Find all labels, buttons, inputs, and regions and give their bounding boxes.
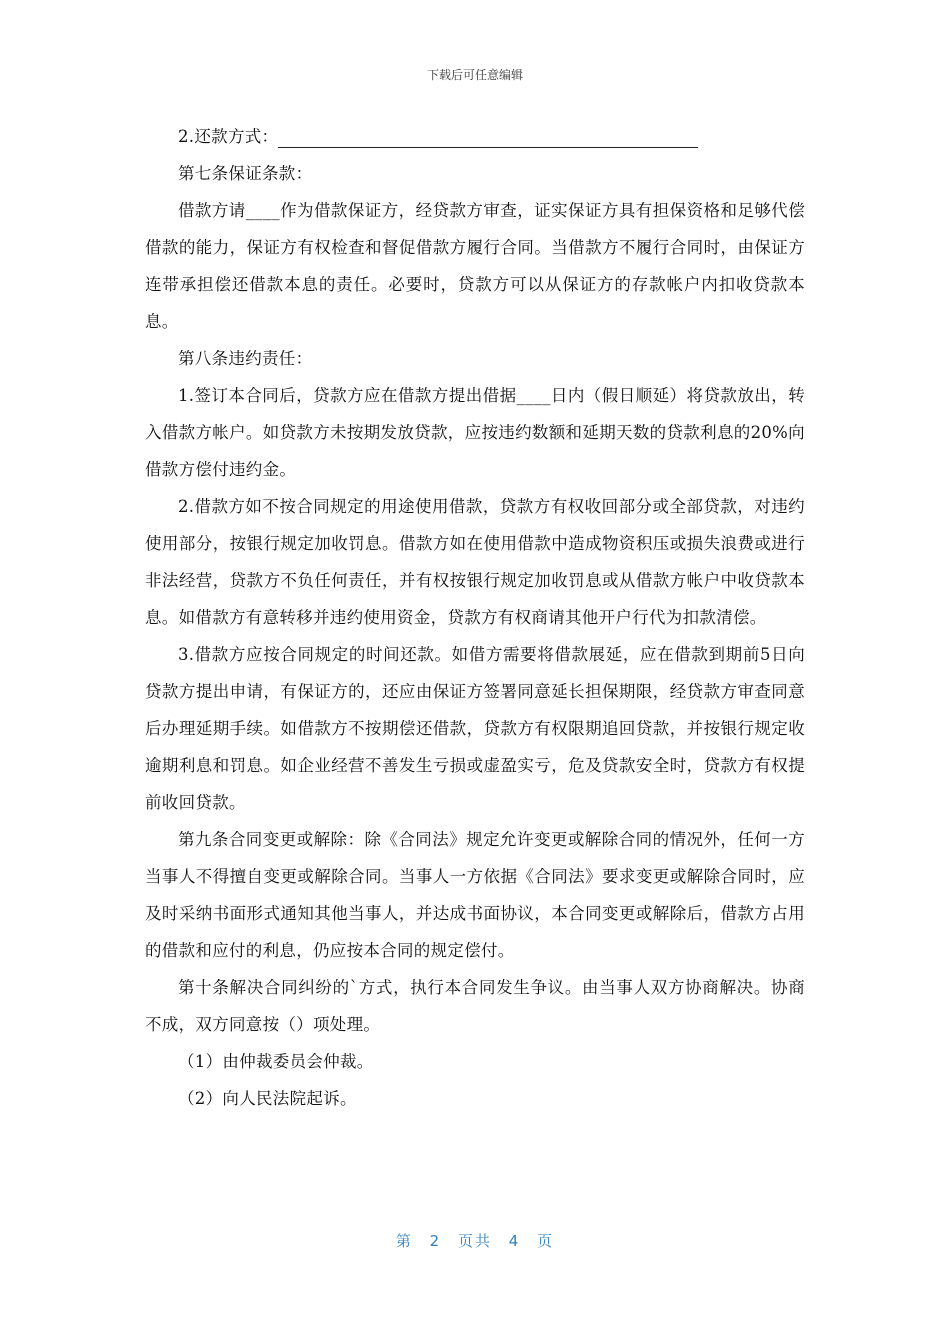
article-9-paragraph: 第九条合同变更或解除：除《合同法》规定允许变更或解除合同的情况外，任何一方当事人不得擅自变更或解除合同。当事人一方依据《合同法》要求变更或解除合同时，应及时采纳书面形式通知其他当事人，并达成书面协议，本合同变更或解除后，借款方占用的借款和应付的利息，仍应按本合同的规定偿付。 [145,830,805,960]
article-8-clause-2: 2.借款方如不按合同规定的用途使用借款，贷款方有权收回部分或全部贷款，对违约使用部分，按银行规定加收罚息。借款方如在使用借款中造成物资积压或损失浪费或进行非法经营，贷款方不负任何责任，并有权按银行规定加收罚息或从借款方帐户中收贷款本息。如借款方有意转移并违约使用资金，贷款方有权商请其他开户行代为扣款清偿。 [145,497,805,627]
article-8-heading: 第八条违约责任： [178,349,313,368]
repayment-method-blank [278,127,698,148]
article-8-clause-1: 1.签订本合同后，贷款方应在借款方提出借据____日内（假日顺延）将贷款放出，转入借款方帐户。如贷款方未按期发放贷款，应按违约数额和延期天数的贷款利息的20%向借款方偿付违约金。 [145,386,805,479]
repayment-method-label: 2.还款方式： [178,127,279,146]
dispute-option-1: （1）由仲裁委员会仲裁。 [178,1052,374,1071]
article-10-paragraph: 第十条解决合同纠纷的`方式，执行本合同发生争议。由当事人双方协商解决。协商不成，双方同意按（）项处理。 [145,978,805,1034]
article-7-paragraph: 借款方请____作为借款保证方，经贷款方审查，证实保证方具有担保资格和足够代偿借款的能力，保证方有权检查和督促借款方履行合同。当借款方不履行合同时，由保证方连带承担偿还借款本息的责任。必要时，贷款方可以从保证方的存款帐户内扣收贷款本息。 [145,201,805,331]
article-8-clause-3: 3.借款方应按合同规定的时间还款。如借方需要将借款展延，应在借款到期前5日向贷款方提出申请，有保证方的，还应由保证方签署同意延长担保期限，经贷款方审查同意后办理延期手续。如借款方不按期偿还借款，贷款方有权限期追回贷款，并按银行规定收逾期利息和罚息。如企业经营不善发生亏损或虚盈实亏，危及贷款安全时，贷款方有权提前收回贷款。 [145,645,805,812]
repayment-method-line [145,118,805,155]
document-body [145,118,805,1117]
page-header: 下载后可任意编辑 [426,68,523,82]
page-number-footer: 第 2 页共 4 页 [395,1232,555,1250]
dispute-option-2: （2）向人民法院起诉。 [178,1089,357,1108]
article-7-heading: 第七条保证条款： [178,164,313,183]
